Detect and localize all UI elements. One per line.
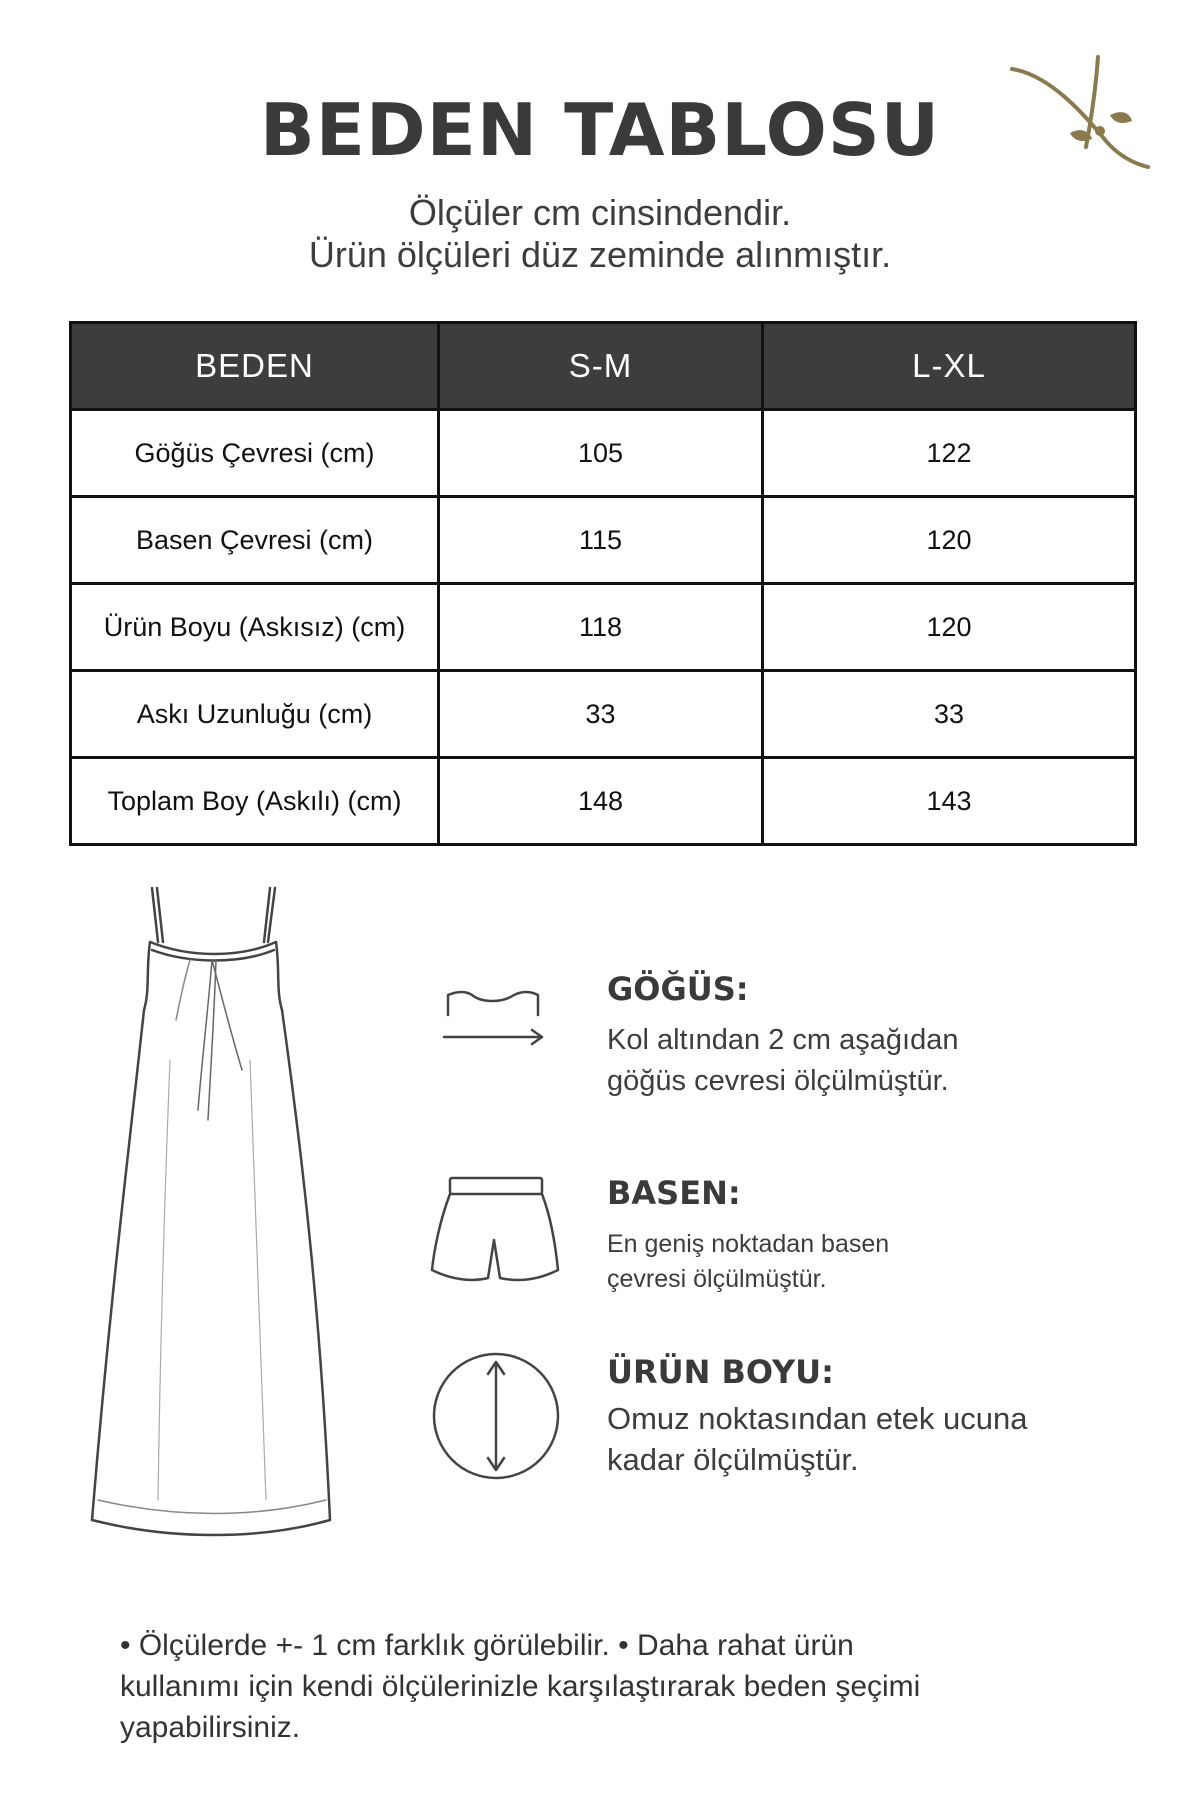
chest-measure-icon xyxy=(440,985,550,1055)
cell-value: 148 xyxy=(439,758,763,845)
subtitle-units: Ölçüler cm cinsindendir. xyxy=(408,192,792,233)
column-header-s-m: S-M xyxy=(439,323,763,410)
chest-heading: GÖĞÜS: xyxy=(607,970,749,1008)
length-measure-icon xyxy=(430,1350,562,1482)
hip-heading: BASEN: xyxy=(607,1174,741,1212)
length-description xyxy=(607,1398,1127,1480)
footnote-line1: • Ölçülerde +- 1 cm farklık görülebilir. • Daha rahat ürün xyxy=(120,1629,854,1662)
hip-description xyxy=(607,1227,1107,1297)
row-label: Göğüs Çevresi (cm) xyxy=(71,410,439,497)
cell-value: 115 xyxy=(439,497,763,584)
row-label: Toplam Boy (Askılı) (cm) xyxy=(71,758,439,845)
footnote-line3: yapabilirsiniz. xyxy=(120,1711,301,1744)
row-label: Ürün Boyu (Askısız) (cm) xyxy=(71,584,439,671)
cell-value: 120 xyxy=(763,497,1136,584)
row-label: Askı Uzunluğu (cm) xyxy=(71,671,439,758)
table-header-row xyxy=(71,323,1136,410)
cell-value: 120 xyxy=(763,584,1136,671)
column-header-size: BEDEN xyxy=(71,323,439,410)
hip-measure-icon xyxy=(428,1170,563,1290)
chest-description-line2: göğüs cevresi ölçülmüştür. xyxy=(607,1065,949,1097)
cell-value: 122 xyxy=(763,410,1136,497)
leaf-branch-logo-icon xyxy=(1010,55,1150,170)
row-label: Basen Çevresi (cm) xyxy=(71,497,439,584)
dress-sketch-icon xyxy=(80,880,350,1540)
hip-description-line1: En geniş noktadan basen xyxy=(607,1230,890,1258)
subtitle-method: Ürün ölçüleri düz zeminde alınmıştır. xyxy=(308,234,892,275)
cell-value: 143 xyxy=(763,758,1136,845)
hip-description-line2: çevresi ölçülmüştür. xyxy=(607,1265,827,1293)
chest-description-line1: Kol altından 2 cm aşağıdan xyxy=(607,1024,959,1056)
page-title: BEDEN TABLOSU xyxy=(259,88,941,172)
cell-value: 105 xyxy=(439,410,763,497)
length-heading: ÜRÜN BOYU: xyxy=(607,1353,834,1391)
chest-description xyxy=(607,1020,1107,1102)
cell-value: 118 xyxy=(439,584,763,671)
cell-value: 33 xyxy=(439,671,763,758)
table-row xyxy=(71,671,1136,758)
table-row xyxy=(71,758,1136,845)
table-row xyxy=(71,584,1136,671)
footnote xyxy=(120,1625,1080,1748)
table-row xyxy=(71,410,1136,497)
size-table xyxy=(69,321,1137,846)
cell-value: 33 xyxy=(763,671,1136,758)
length-description-line2: kadar ölçülmüştür. xyxy=(607,1442,859,1477)
table-row xyxy=(71,497,1136,584)
length-description-line1: Omuz noktasından etek ucuna xyxy=(607,1401,1028,1436)
footnote-line2: kullanımı için kendi ölçülerinizle karşılaştırarak beden şeçimi xyxy=(120,1670,921,1703)
column-header-l-xl: L-XL xyxy=(763,323,1136,410)
